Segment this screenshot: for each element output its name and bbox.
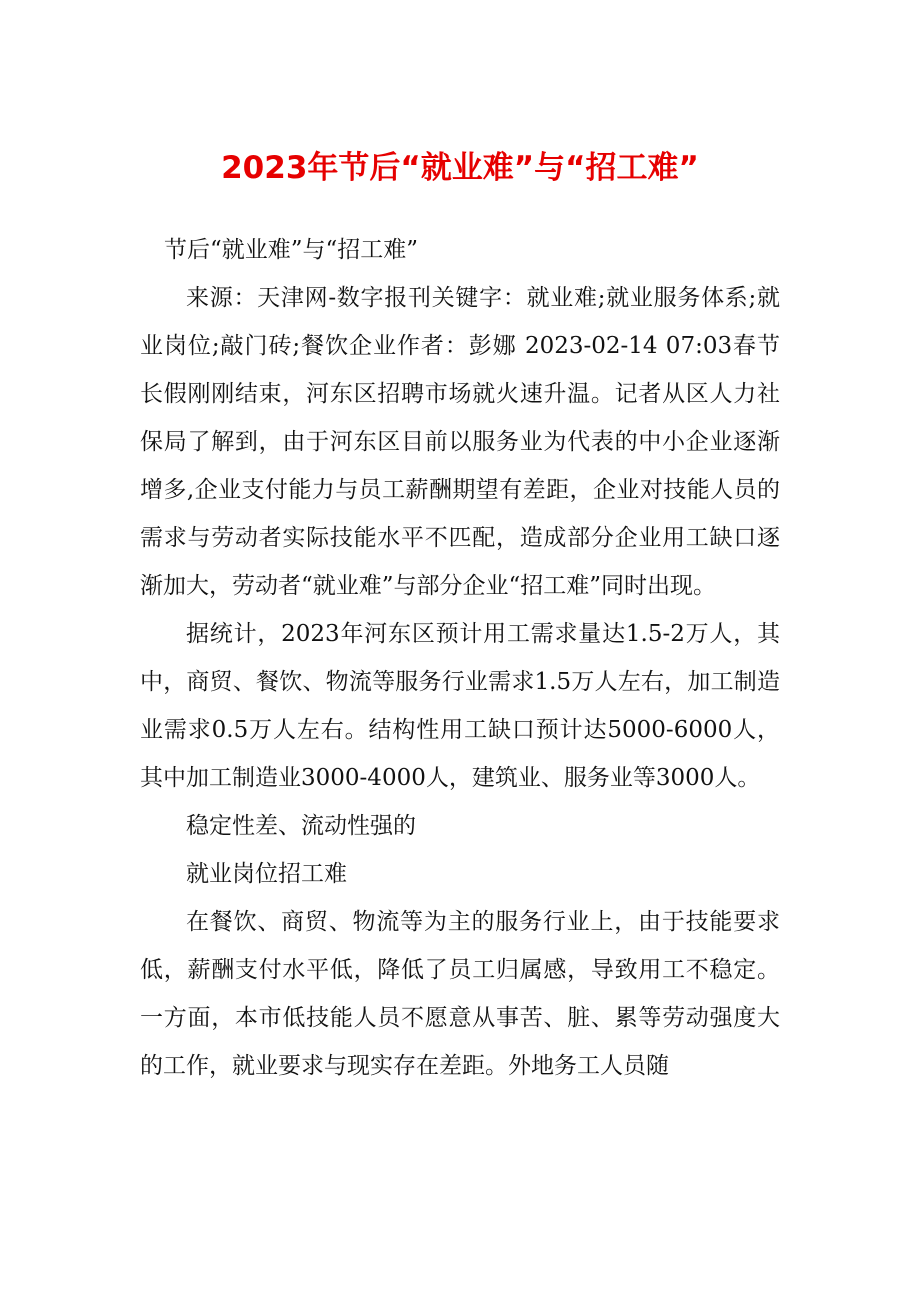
section-heading-line-1: 稳定性差、流动性强的	[186, 813, 416, 839]
section-heading-line-2: 就业岗位招工难	[186, 861, 347, 887]
paragraph-subtitle: 节后“就业难”与“招工难”	[164, 237, 419, 263]
document-body	[140, 226, 780, 1090]
document-title: 2023年节后“就业难”与“招工难”	[221, 150, 699, 186]
paragraph-statistics: 据统计，2023年河东区预计用工需求量达1.5-2万人，其中，商贸、餐饮、物流等服务行业需求1.5万人左右，加工制造业需求0.5万人左右。结构性用工缺口预计达5000-6000人，其中加工制造业3000-4000人，建筑业、服务业等3000人。	[140, 621, 780, 791]
paragraph-service-industry: 在餐饮、商贸、物流等为主的服务行业上，由于技能要求低，薪酬支付水平低，降低了员工归属感，导致用工不稳定。一方面，本市低技能人员不愿意从事苦、脏、累等劳动强度大的工作，就业要求与现实存在差距。外地务工人员随	[140, 909, 780, 1079]
paragraph-source: 来源：天津网-数字报刊关键字：就业难;就业服务体系;就业岗位;敲门砖;餐饮企业作者：彭娜 2023-02-14 07:03春节长假刚刚结束，河东区招聘市场就火速升温。记者从区人力社保局了解到，由于河东区目前以服务业为代表的中小企业逐渐增多,企业支付能力与员工薪酬期望有差距，企业对技能人员的需求与劳动者实际技能水平不匹配，造成部分企业用工缺口逐渐加大，劳动者“就业难”与部分企业“招工难”同时出现。	[140, 285, 780, 599]
